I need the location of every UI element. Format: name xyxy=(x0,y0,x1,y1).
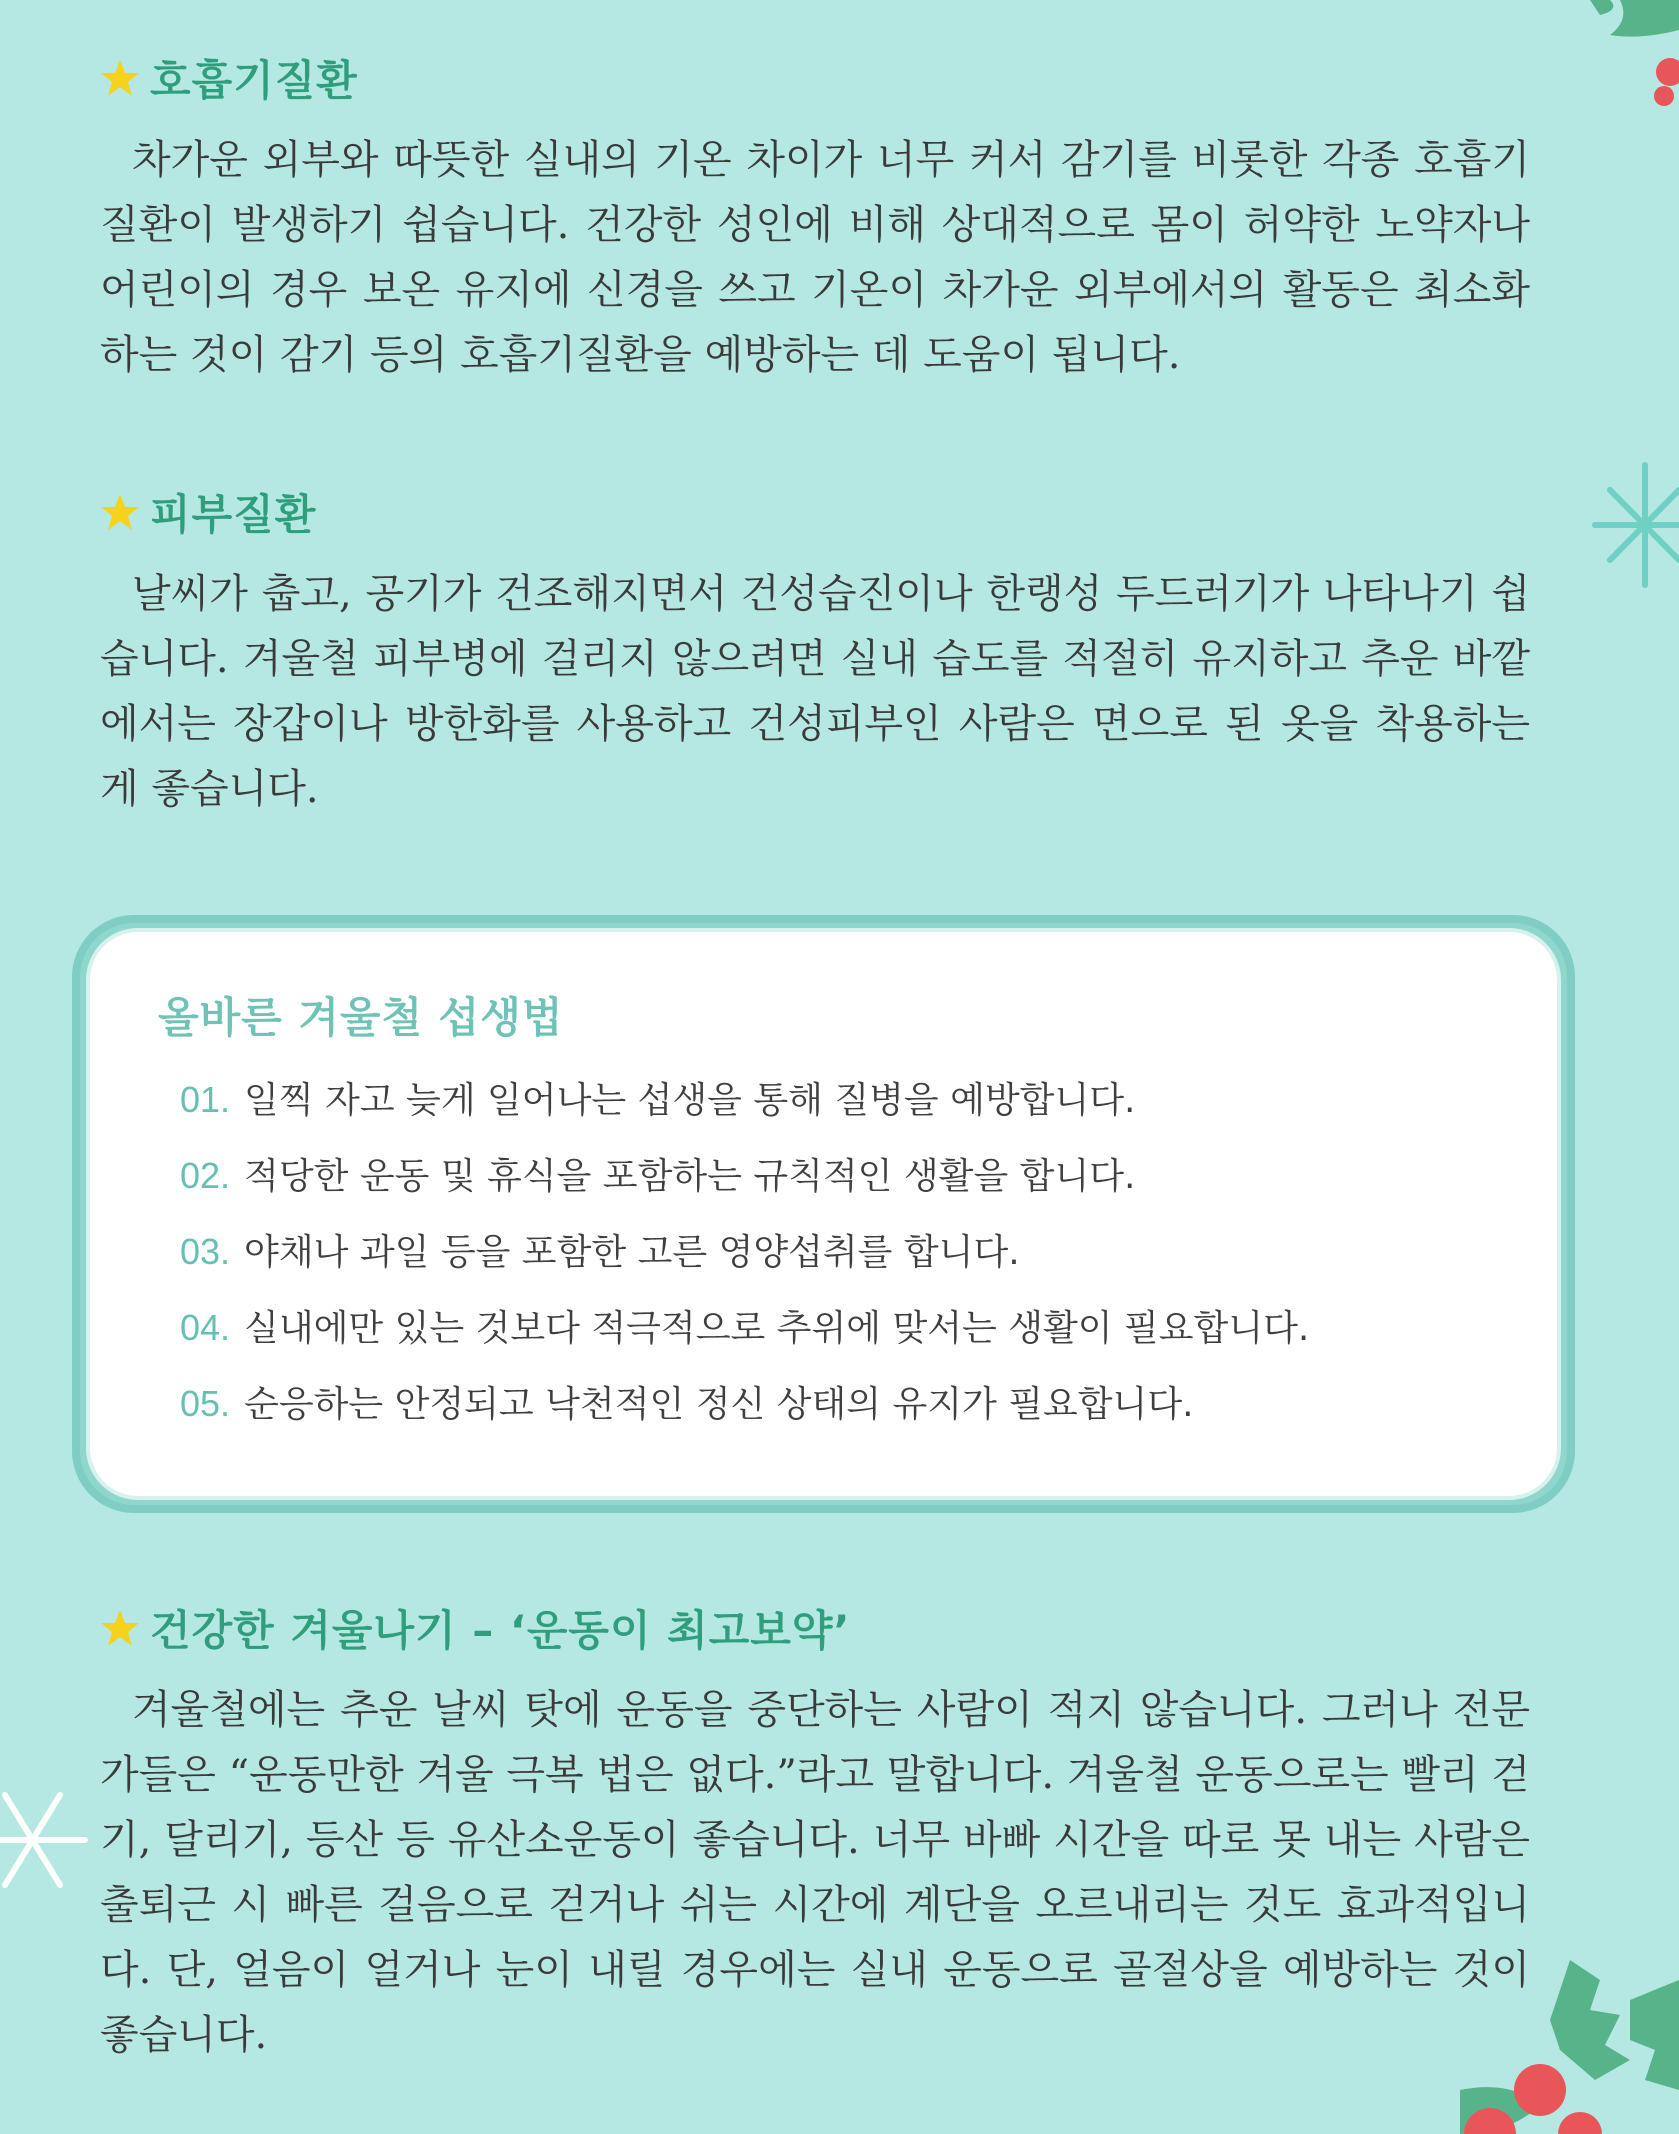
snowflake-icon xyxy=(0,1780,90,1900)
snowflake-icon xyxy=(1590,460,1679,590)
tip-item xyxy=(180,1072,1135,1123)
heading-text: 호흡기질환 xyxy=(150,56,358,105)
section-paragraph: 날씨가 춥고, 공기가 건조해지면서 건성습진이나 한랭성 두드러기가 나타나기 쉽습니다. 겨울철 피부병에 걸리지 않으려면 실내 습도를 적절히 유지하고 추운 바깥에서는 장갑이나 방한화를 사용하고 건성피부인 사람은 면으로 된 옷을 착용하는 게 좋습니다. xyxy=(100,571,1530,812)
tip-text: 실내에만 있는 것보다 적극적으로 추위에 맞서는 생활이 필요합니다. xyxy=(244,1308,1310,1349)
section-skin xyxy=(100,482,1530,822)
tip-number: 02. xyxy=(180,1155,231,1196)
section-heading xyxy=(100,482,1530,542)
tip-item xyxy=(180,1300,1309,1351)
tips-box-title: 올바른 겨울철 섭생법 xyxy=(158,993,564,1042)
tip-text: 적당한 운동 및 휴식을 포함하는 규칙적인 생활을 합니다. xyxy=(244,1156,1136,1197)
tip-item xyxy=(180,1376,1194,1427)
heading-text: 피부질환 xyxy=(150,490,317,539)
tip-number: 01. xyxy=(180,1079,231,1120)
section-paragraph: 겨울철에는 추운 날씨 탓에 운동을 중단하는 사람이 적지 않습니다. 그러나 전문가들은 “운동만한 겨울 극복 법은 없다.”라고 말합니다. 겨울철 운동으로는 빨리 걷기, 달리기, 등산 등 유산소운동이 좋습니다. 너무 바빠 시간을 따로 못 내는 사람은 출퇴근 시 빠른 걸음으로 걷거나 쉬는 시간에 계단을 오르내리는 것도 효과적입니다. 단, 얼음이 얼거나 눈이 내릴 경우에는 실내 운동으로 골절상을 예방하는 것이 좋습니다. xyxy=(100,1687,1530,2058)
section-exercise xyxy=(100,1598,1530,2068)
section-heading xyxy=(100,1598,1530,1658)
tip-text: 야채나 과일 등을 포함한 고른 영양섭취를 합니다. xyxy=(244,1232,1020,1273)
tip-item xyxy=(180,1224,1020,1275)
tip-text: 순응하는 안정되고 낙천적인 정신 상태의 유지가 필요합니다. xyxy=(244,1384,1194,1425)
tip-number: 03. xyxy=(180,1231,231,1272)
heading-text: 건강한 겨울나기 – ‘운동이 최고보약’ xyxy=(150,1606,851,1655)
star-icon xyxy=(100,58,140,98)
section-respiratory xyxy=(100,48,1530,388)
section-paragraph: 차가운 외부와 따뜻한 실내의 기온 차이가 너무 커서 감기를 비롯한 각종 호흡기질환이 발생하기 쉽습니다. 건강한 성인에 비해 상대적으로 몸이 허약한 노약자나 어린이의 경우 보온 유지에 신경을 쓰고 기온이 차가운 외부에서의 활동은 최소화하는 것이 감기 등의 호흡기질환을 예방하는 데 도움이 됩니다. xyxy=(100,137,1530,378)
star-icon xyxy=(100,492,140,532)
tip-number: 04. xyxy=(180,1307,231,1348)
section-heading xyxy=(100,48,1530,108)
tip-item xyxy=(180,1148,1135,1199)
star-icon xyxy=(100,1608,140,1648)
holly-top-right-icon xyxy=(1560,0,1679,110)
tip-number: 05. xyxy=(180,1383,231,1424)
tip-text: 일찍 자고 늦게 일어나는 섭생을 통해 질병을 예방합니다. xyxy=(244,1080,1136,1121)
